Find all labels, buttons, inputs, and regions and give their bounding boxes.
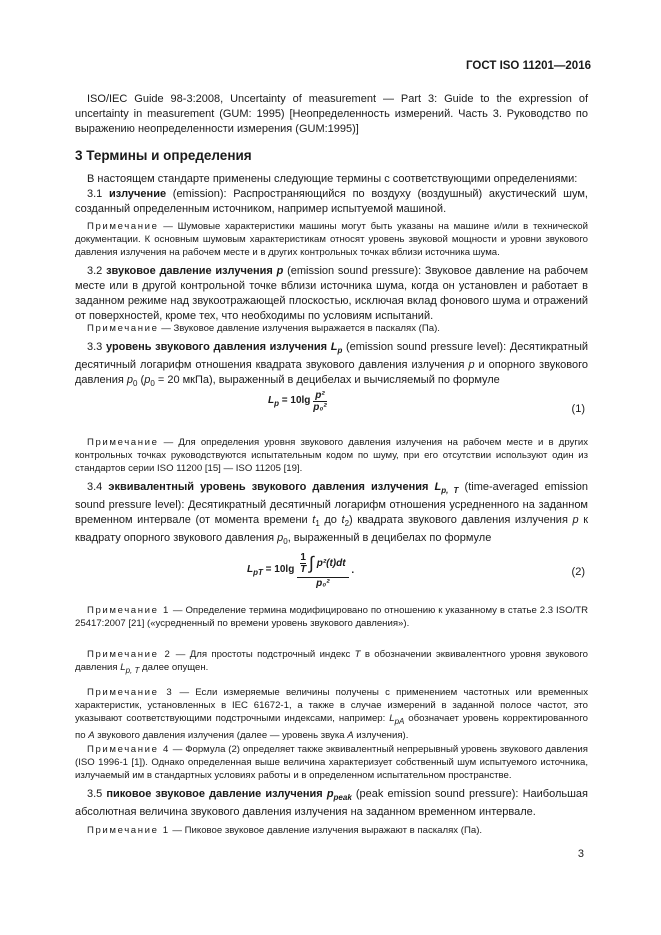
formula-2-number: (2) <box>571 566 585 578</box>
section-body <box>75 172 588 217</box>
section-intro: В настоящем стандарте применены следующие термины с соответствующими определениями: <box>87 173 578 185</box>
note-3-4-3: Примечание 3 — Если измеряемые величины получены с применением частотных или временных характеристик, установленных в IEC 61672-1, а также в случае измерений в заданной полосе частот, это указывают соответствующими подстрочными индексами, например: $L_{pA}$ обозначает уровень корректированного по A звукового давления излучения (далее — уровень звука A излучения). <box>75 687 589 741</box>
term-3-5: 3.5 пиковое звуковое давление излучения $p_{peak}$ (peak emission sound pressure): Наибольшая абсолютная величина звукового давления излучения на заданном временном интервале. <box>75 788 588 819</box>
formula-1-number: (1) <box>571 403 585 415</box>
integral-sign: ∫ <box>308 553 314 573</box>
term-3-1-name: излучение <box>109 188 167 200</box>
term-3-1: 3.1 излучение (emission): Распространяющийся по воздуху (воздушный) акустический шум, созданный определенным источником, например испытуемой машиной. <box>75 188 588 215</box>
page-number: 3 <box>577 848 584 860</box>
note-3-4-1: Примечание 1 — Определение термина модифицировано по отношению к указанному в статье 2.3 ISO/TR 25417:2007 [21] («усредненный по времени уровень звукового давления»). <box>75 605 588 630</box>
standard-header: ГОСТ ISO 11201—2016 <box>466 60 591 72</box>
note-3-2: Примечание — Звуковое давление излучения выражается в паскалях (Па). <box>87 323 440 334</box>
note-3-4-4: Примечание 4 — Формула (2) определяет также эквивалентный непрерывный уровень звукового давления (ISO 1996-1 [1]). Однако определенная выше величина характеризует собственный шум испытуемого источника, излучаемый им в стандартных условиях работы и в определенном испытательном пространстве. <box>75 744 588 782</box>
note-3-4-2: Примечание 2 — Для простоты подстрочный индекс T в обозначении эквивалентного уровня звукового давления $L_{p, T}$ далее опущен. <box>75 649 588 676</box>
note-3-3: Примечание — Для определения уровня звукового давления излучения на рабочем месте и в других контрольных точках руководствуются испытательным кодом по шуму, при его отсутствии используют один из стандартов серии ISO 11200 [15] — ISO 11205 [19]. <box>75 437 588 475</box>
section-title: 3 Термины и определения <box>75 148 252 163</box>
term-3-5-name: пиковое звуковое давление излучения <box>106 788 323 800</box>
term-3-3-name: уровень звукового давления излучения <box>105 341 328 353</box>
note-3-5-1: Примечание 1 — Пиковое звуковое давление излучения выражают в паскалях (Па). <box>87 825 483 836</box>
term-3-4: 3.4 эквивалентный уровень звукового давления излучения $L_{p, T}$ (time-averaged emission sound pressure level): Десятикратный десятичный логарифм отношения усредненного на заданном временном интервале (от момента времени $t_1$ до $t_2$) квадрата звукового давления излучения p к квадрату опорного звукового давления $p_0$, выраженный в децибелах по формуле <box>75 481 589 547</box>
note-3-1: Примечание — Шумовые характеристики машины могут быть указаны на машине и/или в технической документации. К основным шумовым характеристикам относят уровень звуковой мощности и уровни звукового давления излучения на рабочем месте и в других контрольных точках вблизи источника шума. <box>75 221 588 259</box>
reference-text: ISO/IEC Guide 98-3:2008, Uncertainty of measurement — Part 3: Guide to the expression of uncertainty in measurement (GUM: 1995) [Неопределенность измерений. Часть 3. Руководство по выражению неопределенности измерения (GUM:1995)] <box>75 93 588 135</box>
term-3-4-name: эквивалентный уровень звукового давления излучения <box>108 481 429 493</box>
formula-1: $L_p = 10\lg$ $\frac{\text{p²}}{\text{p₀²}}$ <box>268 390 327 413</box>
reference-entry <box>75 92 588 137</box>
formula-2: $L_{pT} = 10\lg$ $\frac{1}{T}$ ∫ p²(t)dt p₀² . <box>247 552 355 589</box>
term-3-3: 3.3 уровень звукового давления излучения $L_p$ (emission sound pressure level): Десятикратный десятичный логарифм отношения квадрата звукового давления излучения p и опорного звукового давления $p_0$ ($p_0 = 20$ мкПа), выраженный в децибелах и вычисляемый по формуле <box>75 341 588 389</box>
term-3-2-name: звуковое давление излучения <box>106 265 273 277</box>
section-heading-block <box>75 148 588 163</box>
term-3-2: 3.2 звуковое давление излучения p (emission sound pressure): Звуковое давление на рабочем месте или в другой контрольной точке вблизи источника шума, когда он установлен и работает в заданном режиме над звукоотражающей плоскостью, исключая вклад фонового шума и отражений от поверхностей, кроме тех, что необходимы по условиям испытаний. <box>75 265 589 322</box>
